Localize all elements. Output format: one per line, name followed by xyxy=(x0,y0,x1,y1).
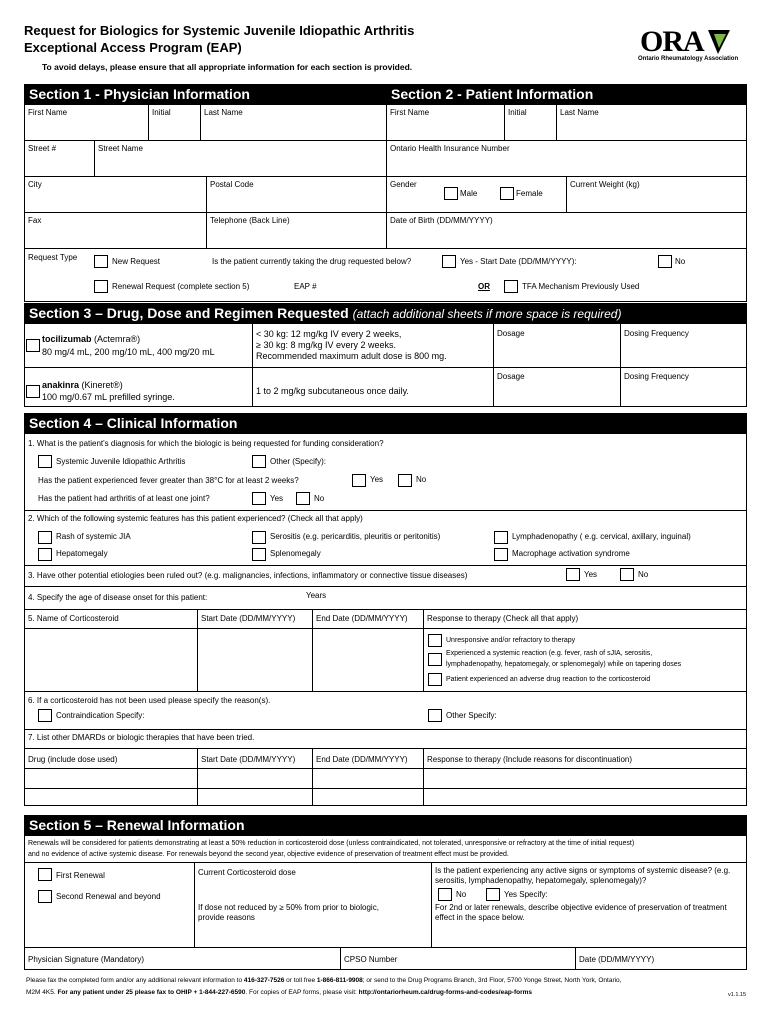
city-label: City xyxy=(28,180,42,189)
contraindication-checkbox[interactable] xyxy=(38,709,52,722)
q2-text: 2. Which of the following systemic features has this patient experienced? (Check all that apply) xyxy=(28,514,363,523)
tocilizumab-dose-2: ≥ 30 kg: 8 mg/kg IV every 2 weeks. xyxy=(256,340,397,350)
version-label: v1.1.15 xyxy=(728,992,747,998)
mas-label: Macrophage activation syndrome xyxy=(512,549,630,558)
section-1-title: Section 1 - Physician Information xyxy=(29,86,250,102)
taking-yes-checkbox[interactable] xyxy=(442,255,456,268)
cpso-number-label: CPSO Number xyxy=(344,955,398,964)
mas-checkbox[interactable] xyxy=(494,548,508,561)
new-request-checkbox[interactable] xyxy=(94,255,108,268)
other-diagnosis-checkbox[interactable] xyxy=(252,455,266,468)
contraindication-label: Contraindication Specify: xyxy=(56,711,145,720)
drug-label: Drug (include dose used) xyxy=(28,755,118,764)
ora-logo xyxy=(638,26,738,62)
sjia-label: Systemic Juvenile Idiopathic Arthritis xyxy=(56,457,186,466)
etiologies-no-checkbox[interactable] xyxy=(620,568,634,581)
taking-no-label: No xyxy=(675,257,686,266)
cs-end-date-label: End Date (DD/MM/YYYY) xyxy=(316,614,408,623)
s2-last-name-label: Last Name xyxy=(560,108,599,117)
toci-frequency-label: Dosing Frequency xyxy=(624,329,689,338)
q5-text: 5. Name of Corticosteroid xyxy=(28,614,119,623)
etiologies-yes-label: Yes xyxy=(584,570,598,579)
ohip-label: Ontario Health Insurance Number xyxy=(390,144,510,153)
rash-label: Rash of systemic JIA xyxy=(56,532,131,541)
evidence-question-1: For 2nd or later renewals, describe objective evidence of preservation of treatment xyxy=(435,903,727,912)
evidence-question-2: effect in the space below. xyxy=(435,913,525,922)
drug-response-label: Response to therapy (Include reasons for discontinuation) xyxy=(427,755,633,764)
current-cs-dose-label: Current Corticosteroid dose xyxy=(198,868,296,877)
footer-line-2 xyxy=(26,990,532,997)
systemic-reaction-checkbox[interactable] xyxy=(428,653,442,666)
section-5-header xyxy=(24,815,747,835)
serositis-checkbox[interactable] xyxy=(252,531,266,544)
rash-checkbox[interactable] xyxy=(38,531,52,544)
footer-fax-2: 1-866-811-9908 xyxy=(316,977,363,984)
s1-last-name-label: Last Name xyxy=(204,108,243,117)
weight-label: Current Weight (kg) xyxy=(570,180,640,189)
fever-yes-label: Yes xyxy=(370,475,384,484)
splenomegaly-label: Splenomegaly xyxy=(270,549,321,558)
q4-text: 4. Specify the age of disease onset for this patient: xyxy=(28,593,208,602)
not-reduced-label-2: provide reasons xyxy=(198,913,255,922)
postal-code-label: Postal Code xyxy=(210,180,254,189)
second-renewal-checkbox[interactable] xyxy=(38,890,52,903)
toci-dosage-label: Dosage xyxy=(497,329,525,338)
street-name-label: Street Name xyxy=(98,144,143,153)
taking-no-checkbox[interactable] xyxy=(658,255,672,268)
eap-number-label: EAP # xyxy=(294,282,317,291)
s2-initial-label: Initial xyxy=(508,108,527,117)
footer-text-a2: or toll free xyxy=(284,977,317,984)
logo-leaf-icon xyxy=(706,28,732,56)
q3-text: 3. Have other potential etiologies been ruled out? (e.g. malignancies, infections, inflammatory or connective tissue diseases) xyxy=(28,571,468,580)
section-3-title: Section 3 – Drug, Dose and Regimen Requested xyxy=(29,305,349,321)
male-label: Male xyxy=(460,189,478,198)
fever-question: Has the patient experienced fever greater than 38°C for at least 2 weeks? xyxy=(38,476,299,485)
fax-label: Fax xyxy=(28,216,42,225)
anakinra-checkbox[interactable] xyxy=(26,385,40,398)
systemic-reaction-label-2: lymphadenopathy, hepatomegaly, or splenomegaly) while on tapering doses xyxy=(446,661,682,668)
ana-dosage-label: Dosage xyxy=(497,372,525,381)
other-reason-checkbox[interactable] xyxy=(428,709,442,722)
male-checkbox[interactable] xyxy=(444,187,458,200)
active-yes-label: Yes Specify: xyxy=(504,890,548,899)
female-label: Female xyxy=(516,189,543,198)
arthritis-question: Has the patient had arthritis of at least one joint? xyxy=(38,494,210,503)
footer-ohip-fax: For any patient under 25 please fax to OHIP + 1-844-227-6590 xyxy=(57,989,246,996)
serositis-label: Serositis (e.g. pericarditis, pleuritis or peritonitis) xyxy=(270,532,441,541)
section-4-title: Section 4 – Clinical Information xyxy=(29,415,238,431)
anakinra-brand: (Kineret®) xyxy=(81,380,123,390)
footer-text-b1: M2M 4K5. xyxy=(26,989,58,996)
footer-text-b3: . For copies of EAP forms, please visit: xyxy=(245,989,359,996)
renewal-criteria-2: and no evidence of active systemic disease. For renewals beyond the second year, objective evidence of preservation of treatment effect must be provided. xyxy=(28,851,509,858)
anakinra-forms: 100 mg/0.67 mL prefilled syringe. xyxy=(42,392,175,402)
footer-text-a1: Please fax the completed form and/or any additional relevant information to xyxy=(26,977,244,984)
tfa-label: TFA Mechanism Previously Used xyxy=(522,282,640,291)
years-label: Years xyxy=(306,591,327,600)
systemic-reaction-label-1: Experienced a systemic reaction (e.g. fever, rash of sJIA, serositis, xyxy=(446,650,653,657)
lymphadenopathy-checkbox[interactable] xyxy=(494,531,508,544)
sjia-checkbox[interactable] xyxy=(38,455,52,468)
form-subtitle: Exceptional Access Program (EAP) xyxy=(24,40,242,55)
telephone-label: Telephone (Back Line) xyxy=(210,216,290,225)
arthritis-no-label: No xyxy=(314,494,325,503)
street-number-label: Street # xyxy=(28,144,57,153)
etiologies-no-label: No xyxy=(638,570,649,579)
arthritis-no-checkbox[interactable] xyxy=(296,492,310,505)
s2-first-name-label: First Name xyxy=(390,108,430,117)
section-3-header xyxy=(24,303,747,323)
cs-response-label: Response to therapy (Check all that apply) xyxy=(427,614,579,623)
footer-url-link[interactable]: http://ontariorheum.ca/drug-forms-and-codes/eap-forms xyxy=(358,989,533,996)
etiologies-yes-checkbox[interactable] xyxy=(566,568,580,581)
renewal-criteria-1: Renewals will be considered for patients demonstrating at least a 50% reduction in corticosteroid dose (unless contraindicated, not tolerated, unresponsive or refractory at the time of initial request) xyxy=(28,840,635,847)
q7-text: 7. List other DMARDs or biologic therapies that have been tried. xyxy=(28,733,255,742)
tocilizumab-dose-3: Recommended maximum adult dose is 800 mg. xyxy=(256,351,447,361)
s1-initial-label: Initial xyxy=(152,108,171,117)
arthritis-yes-label: Yes xyxy=(270,494,284,503)
active-no-checkbox[interactable] xyxy=(438,888,452,901)
unresponsive-checkbox[interactable] xyxy=(428,634,442,647)
or-label: OR xyxy=(478,282,490,291)
fever-no-label: No xyxy=(416,475,427,484)
footer-fax-1: 416-327-7526 xyxy=(243,977,285,984)
section-4-header xyxy=(24,413,747,433)
second-renewal-label: Second Renewal and beyond xyxy=(56,892,161,901)
active-no-label: No xyxy=(456,890,467,899)
anakinra-name: anakinra xyxy=(42,380,80,390)
tfa-checkbox[interactable] xyxy=(504,280,518,293)
first-renewal-label: First Renewal xyxy=(56,871,105,880)
dob-label: Date of Birth (DD/MM/YYYY) xyxy=(390,216,493,225)
section-5-title: Section 5 – Renewal Information xyxy=(29,817,245,833)
fever-no-checkbox[interactable] xyxy=(398,474,412,487)
lymphadenopathy-label: Lymphadenopathy ( e.g. cervical, axillary, inguinal) xyxy=(512,532,691,541)
other-diagnosis-label: Other (Specify): xyxy=(270,457,327,466)
unresponsive-label: Unresponsive and/or refractory to therapy xyxy=(446,637,576,644)
q6-text: 6. If a corticosteroid has not been used please specify the reason(s). xyxy=(28,696,271,705)
tocilizumab-name: tocilizumab xyxy=(42,334,92,344)
ana-frequency-label: Dosing Frequency xyxy=(624,372,689,381)
tocilizumab-forms: 80 mg/4 mL, 200 mg/10 mL, 400 mg/20 mL xyxy=(42,347,215,357)
not-reduced-label-1: If dose not reduced by ≥ 50% from prior to biologic, xyxy=(198,903,379,912)
cs-start-date-label: Start Date (DD/MM/YYYY) xyxy=(201,614,296,623)
logo-caption: Ontario Rheumatology Association xyxy=(638,56,739,62)
drug-start-date-label: Start Date (DD/MM/YYYY) xyxy=(201,755,296,764)
other-reason-label: Other Specify: xyxy=(446,711,497,720)
arthritis-yes-checkbox[interactable] xyxy=(252,492,266,505)
form-title: Request for Biologics for Systemic Juvenile Idiopathic Arthritis xyxy=(24,23,415,38)
tocilizumab-dose-1: < 30 kg: 12 mg/kg IV every 2 weeks, xyxy=(256,329,402,339)
adverse-reaction-label: Patient experienced an adverse drug reaction to the corticosteroid xyxy=(446,676,651,683)
logo-wordmark: ORA xyxy=(640,25,704,58)
active-yes-checkbox[interactable] xyxy=(486,888,500,901)
section-2-title: Section 2 - Patient Information xyxy=(391,86,594,102)
fever-yes-checkbox[interactable] xyxy=(352,474,366,487)
new-request-label: New Request xyxy=(112,257,161,266)
hepatomegaly-checkbox[interactable] xyxy=(38,548,52,561)
footer-text-a3: ; or send to the Drug Programs Branch, 3rd Floor, 5700 Yonge Street, North York, Ontario, xyxy=(362,977,622,984)
splenomegaly-checkbox[interactable] xyxy=(252,548,266,561)
anakinra-dose: 1 to 2 mg/kg subcutaneous once daily. xyxy=(256,386,409,396)
section-3-note: (attach additional sheets if more space is required) xyxy=(352,307,622,321)
renewal-request-checkbox[interactable] xyxy=(94,280,108,293)
footer-line-1 xyxy=(26,978,621,985)
physician-signature-label: Physician Signature (Mandatory) xyxy=(28,955,145,964)
section-1-2-header xyxy=(24,84,747,104)
request-type-label: Request Type xyxy=(28,253,78,262)
q1-text: 1. What is the patient's diagnosis for which the biologic is being requested for funding consideration? xyxy=(28,439,384,448)
adverse-reaction-checkbox[interactable] xyxy=(428,673,442,686)
female-checkbox[interactable] xyxy=(500,187,514,200)
hepatomegaly-label: Hepatomegaly xyxy=(56,549,108,558)
taking-drug-question: Is the patient currently taking the drug requested below? xyxy=(212,257,412,266)
active-signs-question-1: Is the patient experiencing any active signs or symptoms of systemic disease? (e.g. xyxy=(435,866,731,875)
first-renewal-checkbox[interactable] xyxy=(38,868,52,881)
gender-label: Gender xyxy=(390,180,417,189)
s1-first-name-label: First Name xyxy=(28,108,68,117)
tocilizumab-brand: (Actemra®) xyxy=(94,334,141,344)
yes-start-date-label: Yes - Start Date (DD/MM/YYYY): xyxy=(460,257,577,266)
signature-date-label: Date (DD/MM/YYYY) xyxy=(579,955,655,964)
active-signs-question-2: serositis, lymphadenopathy, hepatomegaly, splenomegaly)? xyxy=(435,876,647,885)
tocilizumab-checkbox[interactable] xyxy=(26,339,40,352)
renewal-request-label: Renewal Request (complete section 5) xyxy=(112,282,250,291)
drug-end-date-label: End Date (DD/MM/YYYY) xyxy=(316,755,408,764)
instruction-text: To avoid delays, please ensure that all appropriate information for each section is provided. xyxy=(42,62,413,72)
